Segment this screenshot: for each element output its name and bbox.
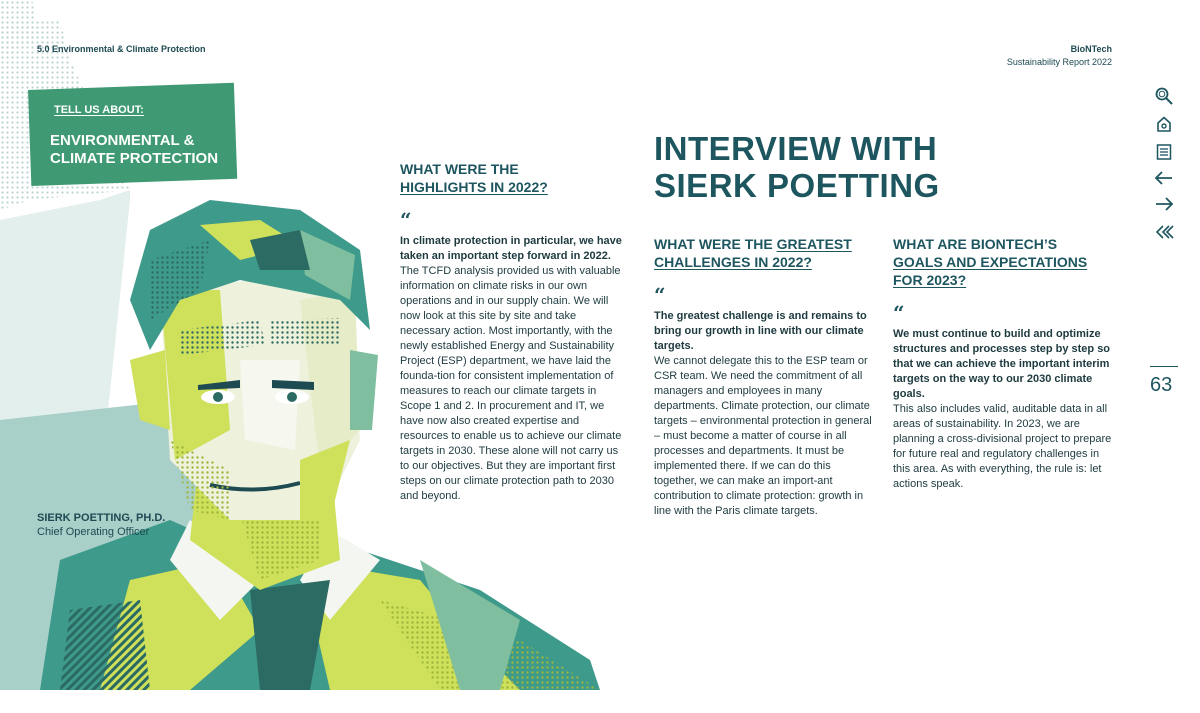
callout-topic: ENVIRONMENTAL & CLIMATE PROTECTION — [50, 132, 219, 167]
rewind-button[interactable] — [1153, 222, 1175, 242]
quote-mark: “ — [400, 208, 412, 232]
question-heading-line: HIGHLIGHTS IN 2022? — [400, 179, 548, 195]
question-heading — [654, 235, 876, 271]
rewind-icon — [1154, 224, 1174, 240]
back-icon — [1154, 170, 1174, 186]
interview-title — [654, 130, 940, 204]
question-heading — [893, 235, 1115, 289]
question-heading-text: GREATEST — [776, 236, 852, 252]
answer-lead: In climate protection in particular, we have taken an important step forward in 2022. — [400, 235, 622, 262]
section-label[interactable]: 5.0 Environmental & Climate Protection — [37, 44, 206, 54]
question-highlights — [400, 160, 622, 504]
callout-title: TELL US ABOUT: — [54, 104, 144, 116]
question-heading-line: WHAT ARE BIONTECH’S — [893, 236, 1058, 252]
forward-button[interactable] — [1153, 194, 1175, 214]
question-challenges — [654, 235, 876, 519]
quote-mark: “ — [893, 301, 905, 325]
brand-name: BioNTech — [1070, 44, 1112, 54]
question-heading — [400, 160, 622, 196]
report-title: Sustainability Report 2022 — [1006, 57, 1112, 67]
person-role: Chief Operating Officer — [37, 526, 150, 538]
question-heading-line: GOALS AND EXPECTATIONS — [893, 254, 1088, 270]
answer-body: The TCFD analysis provided us with valuable information on climate risks in our own operations and in our supply chain. We will now look at this site by site and take necessary action. Most importantly, with the newly established Energy and Sustainability Project (ESP) department, we have laid the founda-tion for consistent implementation of measures to reach our climate targets in Scope 1 and 2. In procurement and IT, we have now also created expertise and resources to enable us to achieve our climate targets in 2030. These alone will not carry us to our objectives. But they are important first steps on our climate protection path to 2030 and beyond. — [400, 265, 622, 502]
answer-lead: The greatest challenge is and remains to bring our growth in line with our climate targets. — [654, 310, 867, 352]
quote-mark: “ — [654, 283, 666, 307]
question-heading-line: WHAT WERE THE — [400, 161, 519, 177]
search-icon — [1154, 86, 1174, 106]
answer-lead: We must continue to build and optimize structures and processes step by step so that we can achieve the important interim targets on the way to our 2030 climate goals. — [893, 328, 1111, 400]
back-button[interactable] — [1153, 168, 1175, 188]
forward-icon — [1154, 196, 1174, 212]
page-number: 63 — [1150, 374, 1173, 396]
contents-button[interactable] — [1153, 142, 1175, 162]
question-heading-line — [654, 235, 876, 253]
question-heading-text: WHAT WERE THE — [654, 236, 777, 252]
question-heading-line: CHALLENGES IN 2022? — [654, 254, 812, 270]
person-name: SIERK POETTING, PH.D. — [37, 512, 166, 524]
interview-title-line2: SIERK POETTING — [654, 167, 940, 204]
answer-body: We cannot delegate this to the ESP team or CSR team. We need the commitment of all managers and employees in many departments. Climate protection, our climate targets – environmental protection in general – must become a matter of course in all processes and departments. It must be implemented there. If we can do this together, we can make an import-ant contribution to climate protection: growth in line with the Paris climate targets. — [654, 355, 872, 517]
question-goals — [893, 235, 1115, 492]
interview-title-line1: INTERVIEW WITH — [654, 130, 938, 167]
home-icon — [1155, 115, 1173, 133]
question-heading-line: FOR 2023? — [893, 272, 967, 288]
home-button[interactable] — [1153, 114, 1175, 134]
search-button[interactable] — [1153, 86, 1175, 106]
page-number-rule — [1150, 366, 1178, 367]
contents-icon — [1156, 143, 1172, 161]
answer-body: This also includes valid, auditable data in all areas of sustainability. In 2023, we are planning a cross-divisional project to prepare for future real and regulatory challenges in this area. As with everything, the rule is: let actions speak. — [893, 403, 1112, 490]
